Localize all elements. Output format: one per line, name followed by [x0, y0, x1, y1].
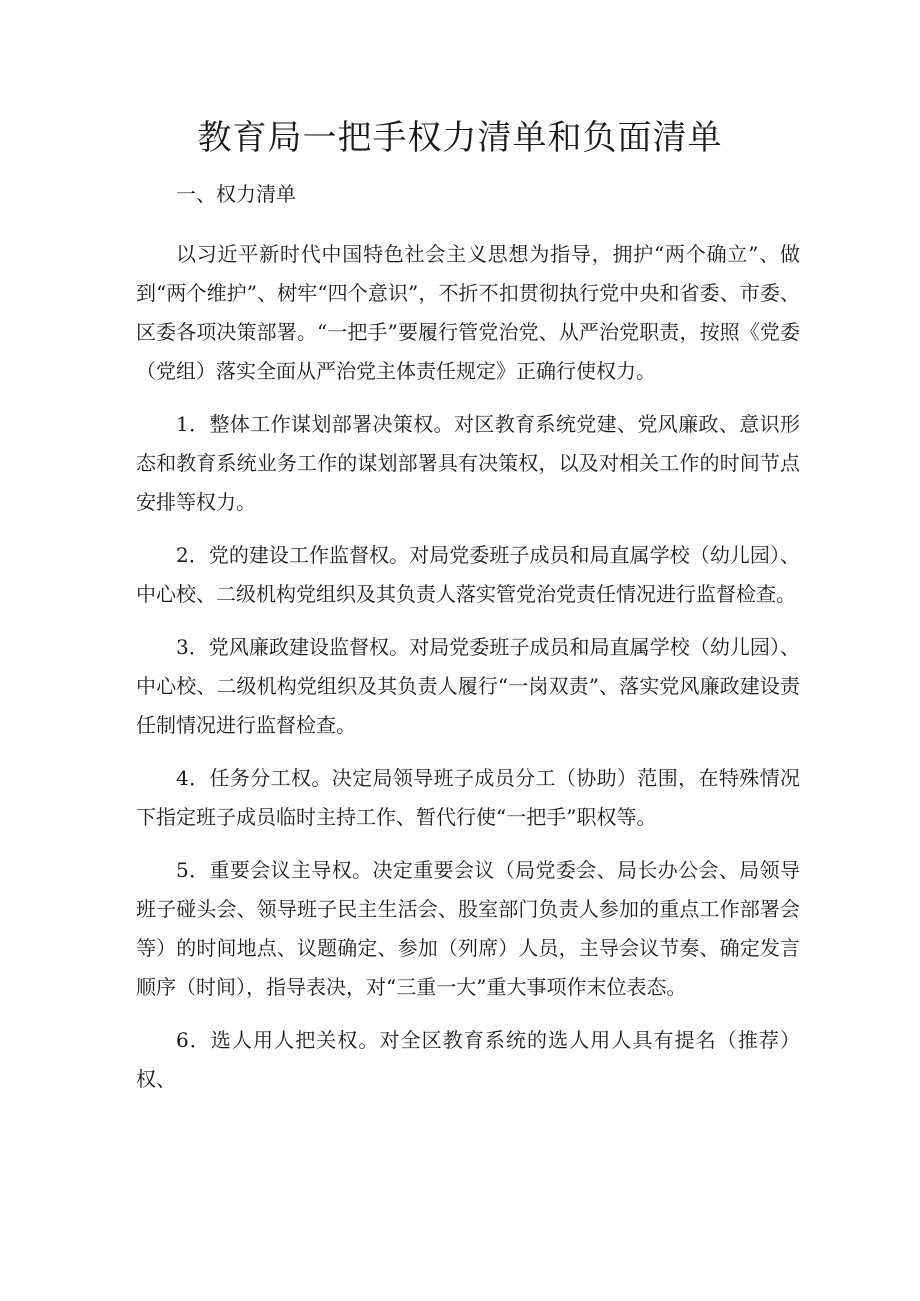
power-item-3: 3．党风廉政建设监督权。对局党委班子成员和局直属学校（幼儿园）、中心校、二级机构党组织及其负责人履行“一岗双责”、落实党风廉政建设责任制情况进行监督检查。	[136, 635, 800, 737]
intro-paragraph: 以习近平新时代中国特色社会主义思想为指导，拥护“两个确立”、做到“两个维护”、树牢“四个意识”，不折不扣贯彻执行党中央和省委、市委、区委各项决策部署。“一把手”要履行管党治党、从严治党职责，按照《党委（党组）落实全面从严治党主体责任规定》正确行使权力。	[136, 242, 800, 383]
power-item-2: 2．党的建设工作监督权。对局党委班子成员和局直属学校（幼儿园）、中心校、二级机构党组织及其负责人落实管党治党责任情况进行监督检查。	[136, 543, 800, 606]
power-item-5: 5．重要会议主导权。决定重要会议（局党委会、局长办公会、局领导班子碰头会、领导班子民主生活会、股室部门负责人参加的重点工作部署会等）的时间地点、议题确定、参加（列席）人员，主导会议节奏、确定发言顺序（时间），指导表决，对“三重一大”重大事项作末位表态。	[136, 858, 800, 999]
document-title: 教育局一把手权力清单和负面清单	[197, 118, 723, 158]
power-item-1: 1．整体工作谋划部署决策权。对区教育系统党建、党风廉政、意识形态和教育系统业务工作的谋划部署具有决策权，以及对相关工作的时间节点安排等权力。	[136, 412, 800, 514]
power-item-4: 4．任务分工权。决定局领导班子成员分工（协助）范围，在特殊情况下指定班子成员临时主持工作、暂代行使“一把手”职权等。	[136, 766, 800, 829]
section-heading: 一、权力清单	[176, 182, 296, 206]
document-body	[136, 175, 800, 1099]
power-item-6: 6．选人用人把关权。对全区教育系统的选人用人具有提名（推荐）权、	[136, 1028, 800, 1091]
